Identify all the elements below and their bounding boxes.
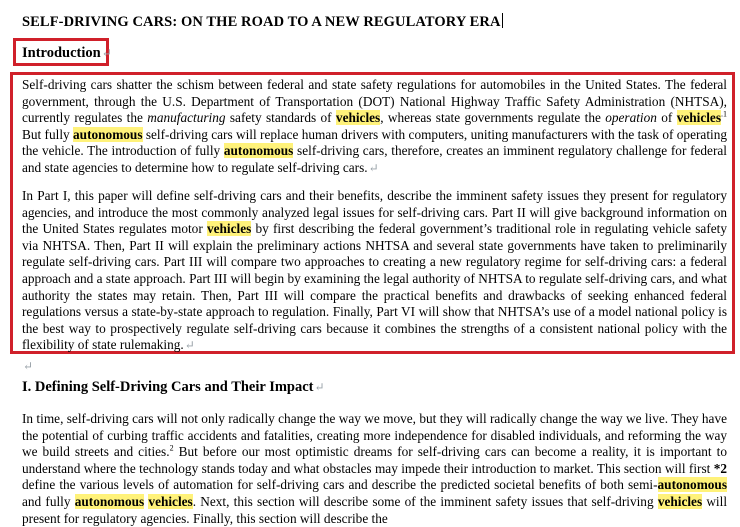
text-run[interactable]: will present for regulatory agencies. Finally, this section will describe the xyxy=(22,493,728,526)
highlighted-keyword[interactable]: vehicles xyxy=(148,493,193,509)
highlighted-keyword[interactable]: autonomous xyxy=(223,143,294,159)
empty-paragraph[interactable] xyxy=(22,357,33,375)
introduction-paragraph-2[interactable] xyxy=(22,188,727,354)
introduction-paragraph-1[interactable] xyxy=(22,77,727,177)
paragraph-mark-icon: ↵ xyxy=(101,46,112,60)
introduction-heading-text[interactable]: Introduction xyxy=(22,45,101,61)
text-cursor xyxy=(502,13,503,28)
highlighted-keyword[interactable]: autonomous xyxy=(74,493,145,509)
section-1-heading[interactable] xyxy=(22,379,325,396)
text-run[interactable]: by first describing the federal government’s traditional role in regulating vehicle safety via NHTSA. Then, Part II will explain the preliminary actions NHTSA and several state governments have taken to preliminarily regulate self-driving cars. Part III will compare two approaches to creating a new regulatory regime for self-driving cars: a federal approach and a state approach. Part III will begin by examining the legal authority of NHTSA to regulate self-driving cars, and what authority the states may retain. Then, Part III will compare the practical benefits and drawbacks of seeking enhanced federal regulations versus a state-by-state approach to regulation. Finally, Part VI will show that NHTSA’s use of a model national policy is the best way to prospectively regulate self-driving cars because it combines the strengths of a consistent national policy with the flexibility of state rulemaking. xyxy=(22,221,727,353)
highlighted-keyword[interactable]: autonomous xyxy=(657,477,727,493)
text-run[interactable]: In Part I, this paper will define self-driving cars and their benefits, describe the imminent safety issues they present for regulatory agencies, and introduce the most commonly analyzed legal issues for self-driving cars. Part II will give background information on the United States regulates motor xyxy=(22,188,727,237)
highlighted-keyword[interactable]: vehicles xyxy=(657,493,703,509)
highlighted-keyword[interactable]: vehicles xyxy=(206,221,252,237)
italic-text[interactable]: operation xyxy=(605,110,657,126)
paragraph-mark-icon: ↵ xyxy=(23,359,34,373)
document-title-text[interactable]: SELF-DRIVING CARS: ON THE ROAD TO A NEW REGULATORY ERA xyxy=(22,14,501,30)
paragraph-mark-icon: ↵ xyxy=(368,160,379,175)
text-run[interactable]: self-driving cars will replace human drivers with computers, uniting manufacturers with the task of operating the vehicle. The introduction of fully xyxy=(22,126,727,159)
text-run[interactable]: safety standards of xyxy=(225,110,336,126)
text-run[interactable]: Self-driving cars shatter the schism between federal and state safety regulations for automobiles in the United States. The federal government, through the U.S. Department of Transportation (DOT) National Highway Traffic Safety Administration (NHTSA), currently regulates the xyxy=(22,77,727,126)
text-run[interactable]: , whereas state governments regulate the xyxy=(380,110,606,126)
text-run[interactable]: self-driving cars, therefore, creates an imminent regulatory challenge for federal and state agencies to determine how to regulate self-driving cars. xyxy=(22,143,727,175)
text-run[interactable]: of xyxy=(656,110,677,126)
paragraph-mark-icon: ↵ xyxy=(184,338,195,353)
italic-text[interactable]: manufacturing xyxy=(147,110,226,126)
text-run[interactable]: But before our most optimistic dreams for self-driving cars can become a reality, it is important to understand where the technology stands today and what obstacles may impede their introduction to market. This section will first xyxy=(22,444,727,476)
paragraph-mark-icon: ↵ xyxy=(314,380,325,394)
text-run[interactable]: define the various levels of automation for self-driving cars and describe the predicted societal benefits of both semi- xyxy=(22,477,658,493)
text-run[interactable]: In time, self-driving cars will not only radically change the way we move, but they will radically change the way we live. They have the potential of curbing traffic accidents and fatalities, creating more independence for disabled individuals, and reforming the way we build streets and cities. xyxy=(22,411,727,460)
footnote-reference[interactable]: .1 xyxy=(721,109,727,119)
text-run[interactable]: . Next, this section will describe some of the imminent safety issues that self-driving xyxy=(192,493,658,509)
footnote-reference[interactable]: 2 xyxy=(169,443,174,453)
introduction-heading[interactable] xyxy=(22,45,112,62)
section-1-heading-text[interactable]: I. Defining Self-Driving Cars and Their Impact xyxy=(22,379,314,395)
highlighted-keyword[interactable]: vehicles xyxy=(335,110,381,126)
highlighted-keyword[interactable]: autonomous xyxy=(73,126,143,142)
text-run[interactable]: and fully xyxy=(22,493,75,509)
highlighted-keyword[interactable]: vehicles xyxy=(676,110,721,126)
bold-text[interactable]: *2 xyxy=(713,460,727,476)
document-title[interactable] xyxy=(22,13,503,31)
text-run[interactable]: But fully xyxy=(22,126,74,142)
section-1-paragraph-1[interactable] xyxy=(22,411,727,527)
